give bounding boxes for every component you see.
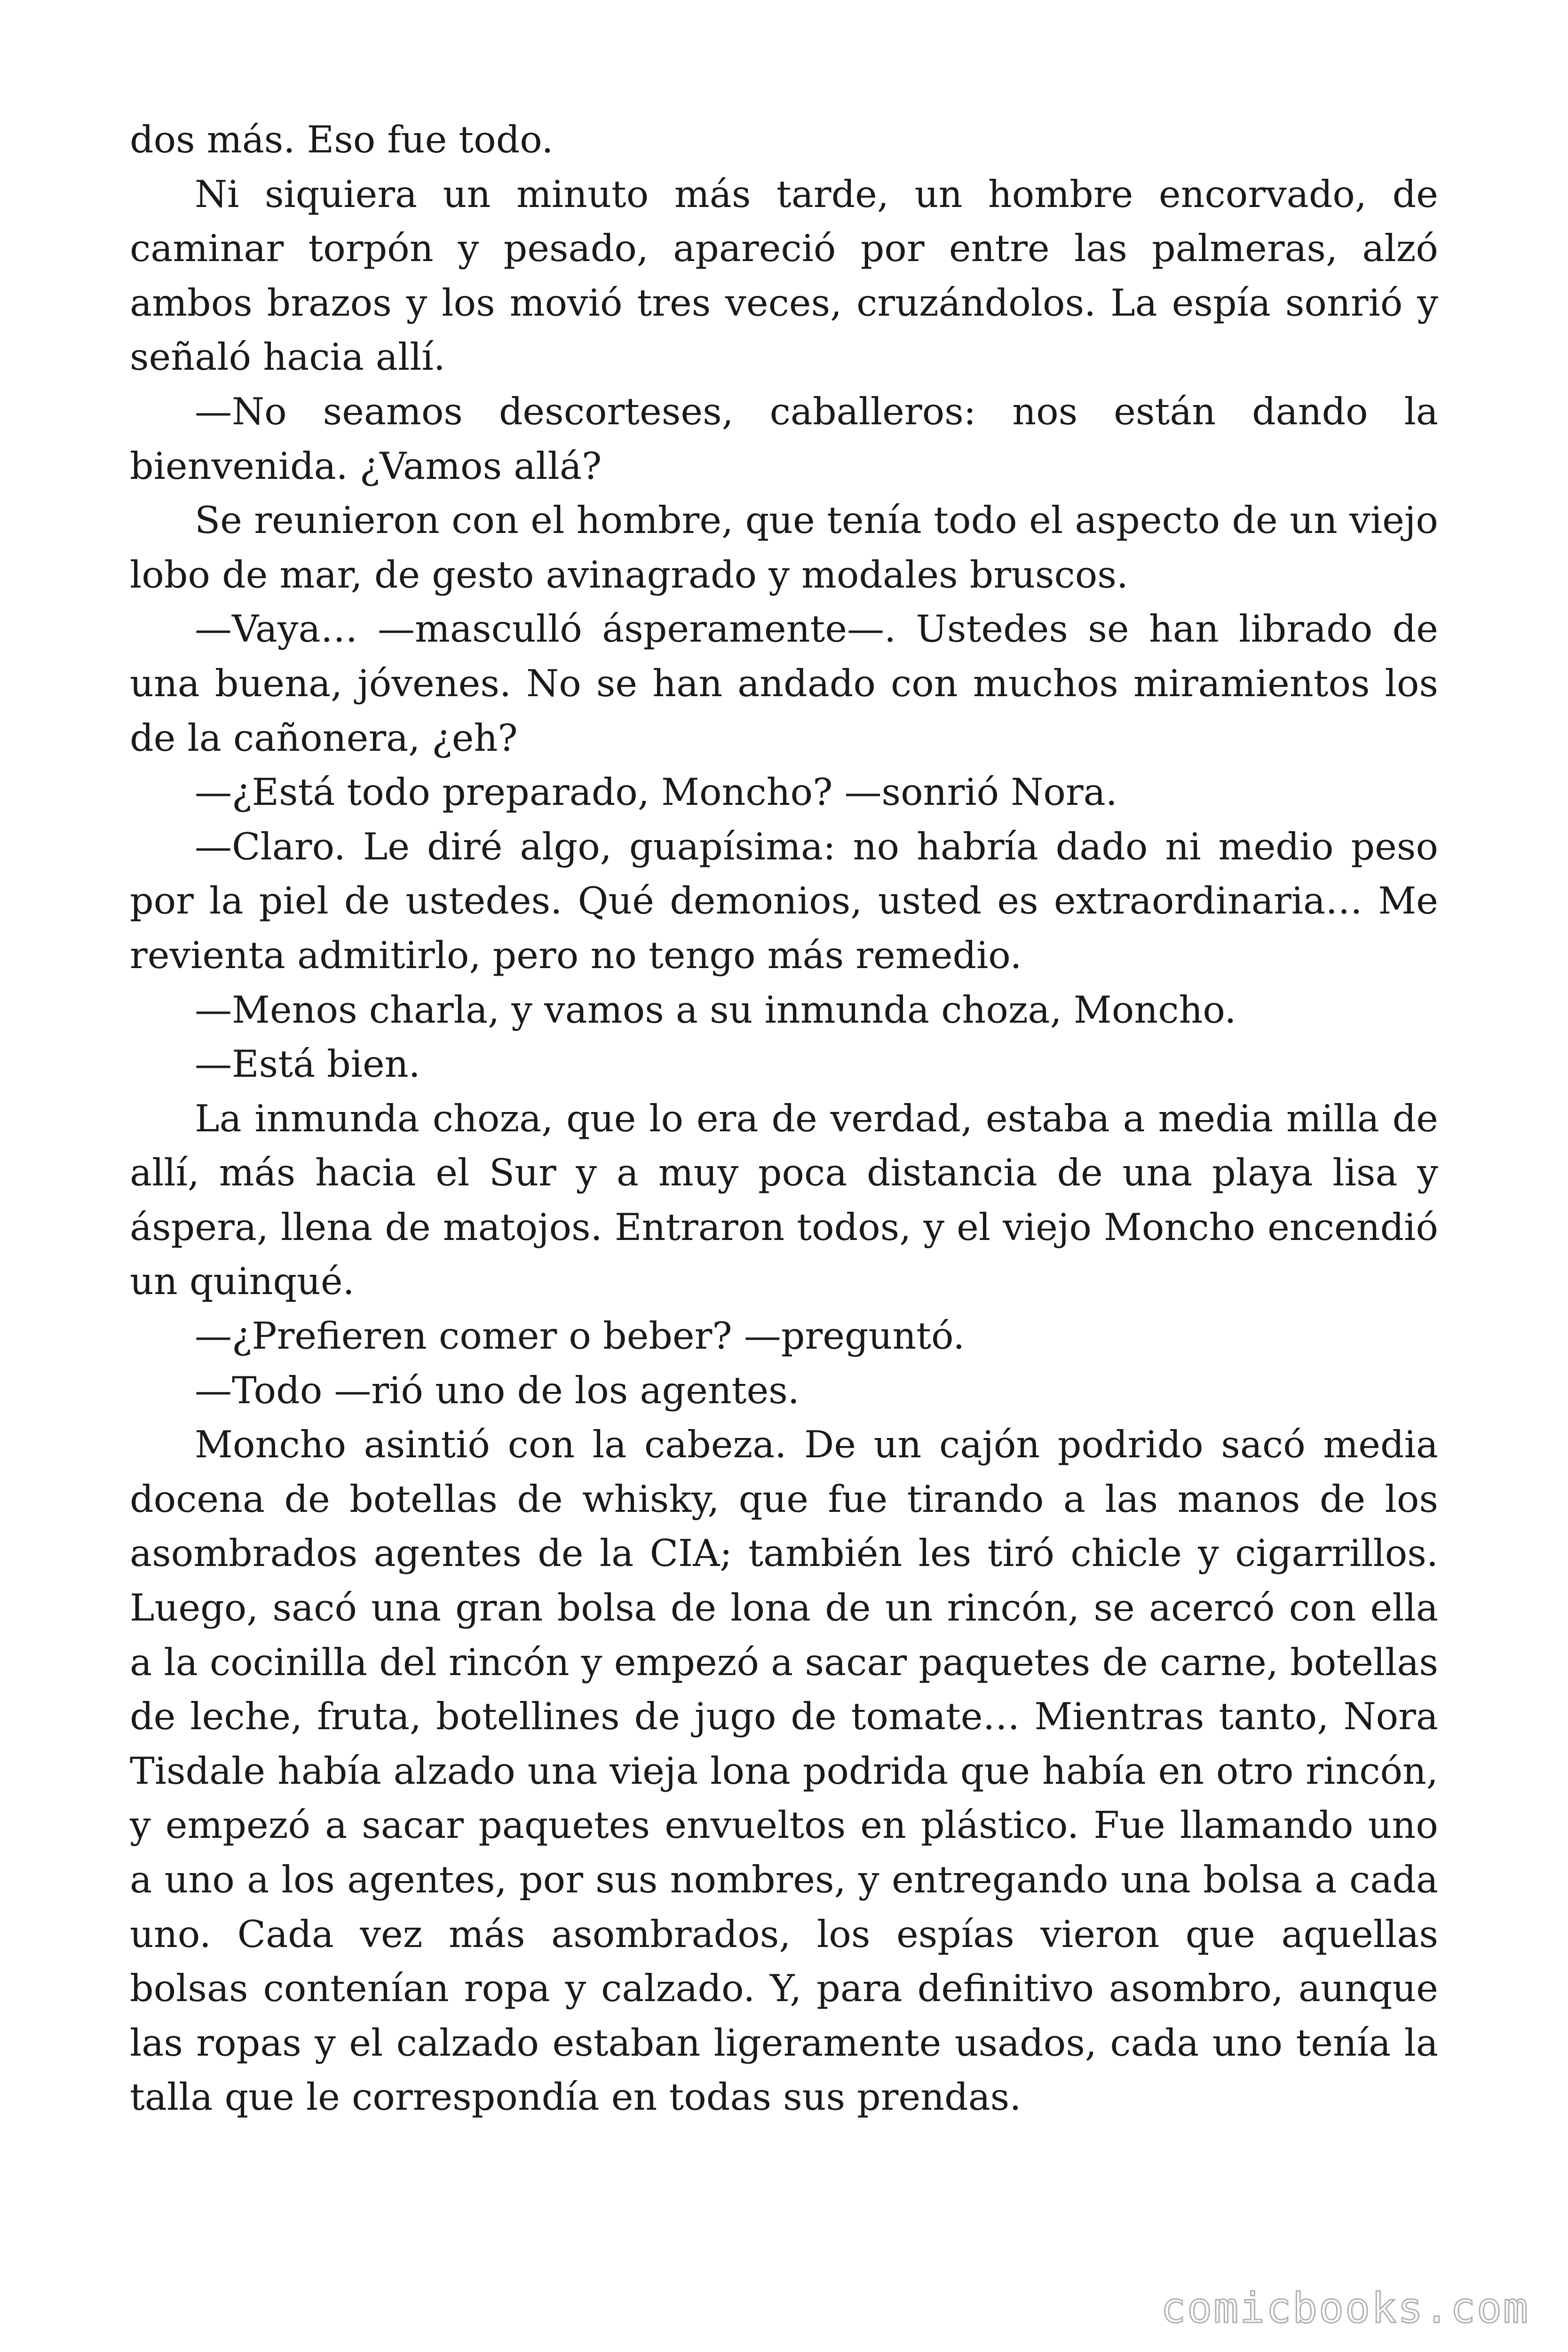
paragraph-9: —Está bien.	[195, 1042, 420, 1086]
paragraph-10: La inmunda choza, que lo era de verdad, estaba a media milla de allí, más hacia el Sur y a muy poca distancia de una playa lisa y áspera, llena de matojos. Entraron todos, y el viejo Moncho encendió un quinqué.	[130, 1097, 1438, 1303]
paragraph-4: Se reunieron con el hombre, que tenía todo el aspecto de un viejo lobo de mar, de gesto avinagrado y modales bruscos.	[130, 499, 1438, 596]
paragraph-6: —¿Está todo preparado, Moncho? —sonrió Nora.	[195, 771, 1117, 814]
paragraph-3: —No seamos descorteses, caballeros: nos están dando la bienvenida. ¿Vamos allá?	[130, 389, 1438, 488]
paragraph-8: —Menos charla, y vamos a su inmunda choza, Moncho.	[195, 988, 1236, 1032]
paragraph-5: —Vaya… —mascullό ásperamente—. Ustedes se han librado de una buena, jóvenes. No se han andado con muchos miramientos los de la cañonera, ¿eh?	[130, 607, 1438, 760]
body-text	[130, 113, 1438, 2125]
paragraph-13: Moncho asintió con la cabeza. De un cajón podrido sacó media docena de botellas de whisky, que fue tirando a las manos de los asombrados agentes de la CIA; también les tiró chicle y cigarrillos. Luego, sacó una gran bolsa de lona de un rincón, se acercó con ella a la cocinilla del rincón y empezó a sacar paquetes de carne, botellas de leche, fruta, botellines de jugo de tomate… Mientras tanto, Nora Tisdale había alzado una vieja lona podrida que había en otro rincón, y empezó a sacar paquetes envueltos en plástico. Fue llamando uno a uno a los agentes, por sus nombres, y entregando una bolsa a cada uno. Cada vez más asombrados, los espías vieron que aquellas bolsas contenían ropa y calzado. Y, para definitivo asombro, aunque las ropas y el calzado estaban ligeramente usados, cada uno tenía la talla que le correspondía en todas sus prendas.	[130, 1423, 1438, 2119]
paragraph-1: dos más. Eso fue todo.	[130, 118, 554, 161]
paragraph-12: —Todo —rió uno de los agentes.	[195, 1368, 800, 1412]
paragraph-11: —¿Prefieren comer o beber? —preguntó.	[195, 1314, 965, 1358]
paragraph-7: —Claro. Le diré algo, guapísima: no habría dado ni medio peso por la piel de ustedes. Qué demonios, usted es extraordinaria… Me revienta admitirlo, pero no tengo más remedio.	[130, 825, 1438, 977]
watermark: comicbooks.com	[1161, 2284, 1529, 2332]
paragraph-2: Ni siquiera un minuto más tarde, un hombre encorvado, de caminar torpón y pesado, apareció por entre las palmeras, alzó ambos brazos y los movió tres veces, cruzándolos. La espía sonrió y señaló hacia allí.	[130, 172, 1438, 379]
